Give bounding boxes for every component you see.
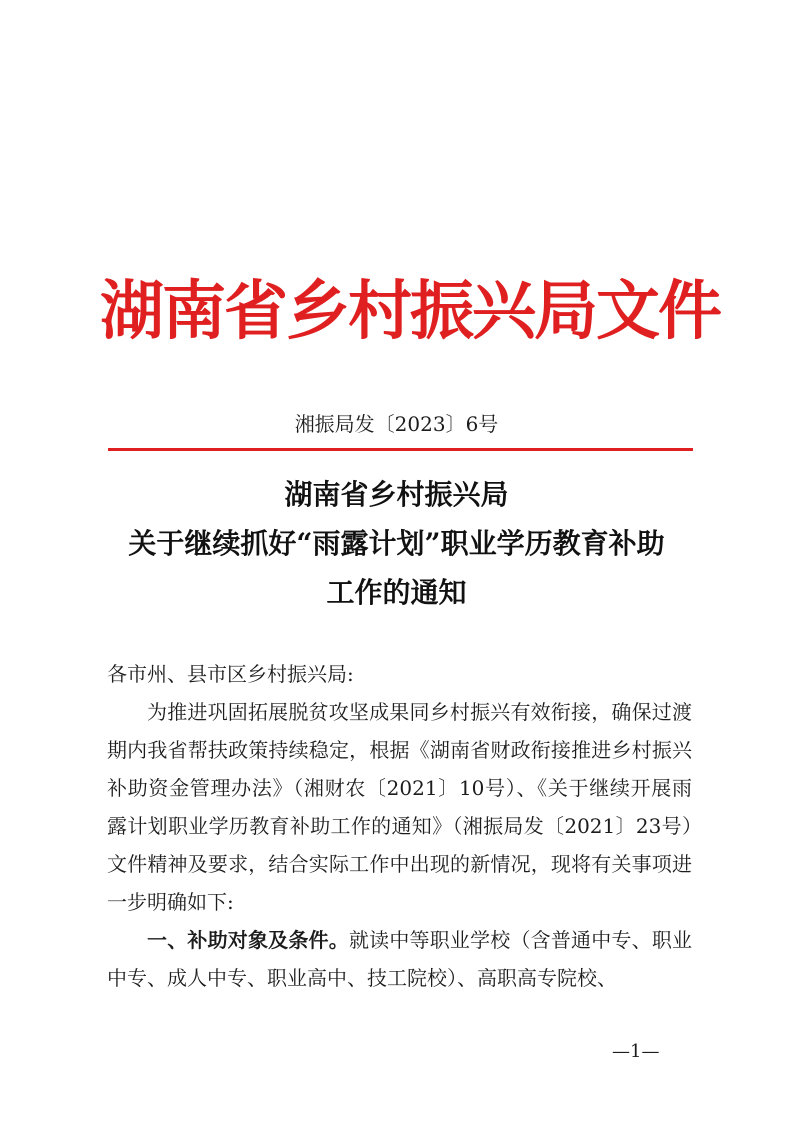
notice-title-line-2: 关于继续抓好“雨露计划”职业学历教育补助 (128, 527, 665, 560)
document-number: 湘振局发〔2023〕6号 (294, 412, 499, 436)
page-number: —1— (612, 1041, 660, 1062)
section-1-paragraph (107, 921, 692, 997)
notice-title-line-1: 湖南省乡村振兴局 (284, 478, 509, 511)
paragraph-intro: 为推进巩固拓展脱贫攻坚成果同乡村振兴有效衔接，确保过渡期内我省帮扶政策持续稳定，根据《湖南省财政衔接推进乡村振兴补助资金管理办法》（湘财农〔2021〕10号）、《关于继续开展雨露计划职业学历教育补助工作的通知》（湘振局发〔2021〕23号）文件精神及要求，结合实际工作中出现的新情况，现将有关事项进一步明确如下: (107, 700, 692, 914)
document-header-title: 湖南省乡村振兴局文件 (100, 275, 720, 349)
notice-body (107, 655, 692, 997)
section-1-text: 就读中等职业学校（含普通中专、职业中专、成人中专、职业高中、技工院校）、高职高专院校、 (107, 928, 693, 990)
section-1-heading: 一、补助对象及条件。 (147, 928, 349, 952)
notice-title-line-3: 工作的通知 (326, 576, 467, 609)
red-divider-line (108, 448, 693, 451)
salutation: 各市州、县市区乡村振兴局: (107, 662, 354, 686)
notice-title (0, 470, 793, 617)
